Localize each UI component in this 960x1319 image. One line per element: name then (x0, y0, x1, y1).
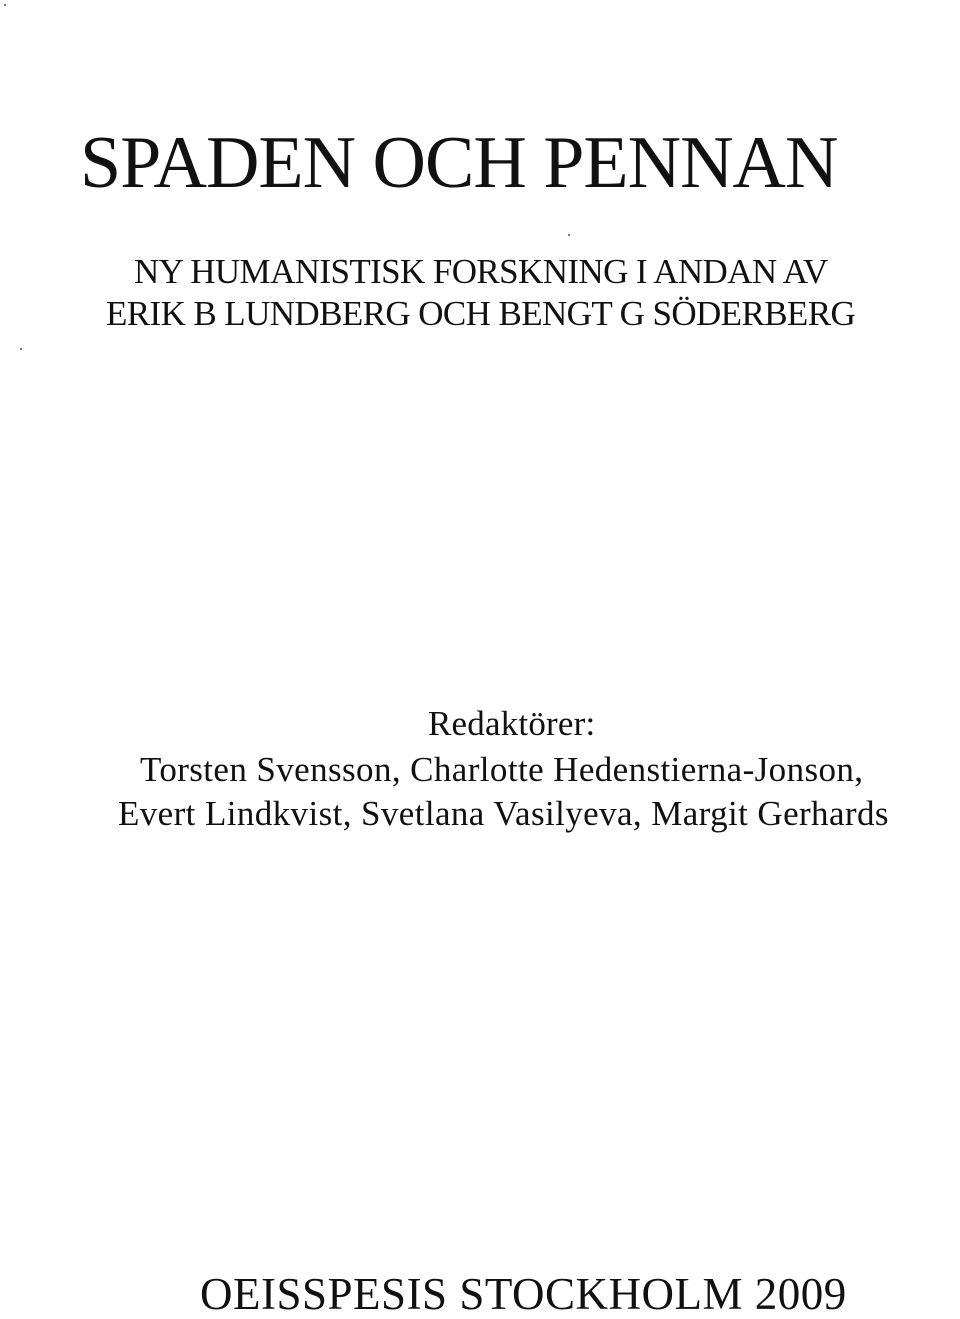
editors-line-2: Evert Lindkvist, Svetlana Vasilyeva, Margit Gerhards (118, 794, 889, 833)
subtitle-line-2: ERIK B LUNDBERG OCH BENGT G SÖDERBERG (106, 294, 856, 333)
subtitle-line-1: NY HUMANISTISK FORSKNING I ANDAN AV (134, 252, 828, 291)
editors-label: Redaktörer: (428, 704, 596, 743)
scan-speck (4, 4, 6, 6)
editors-line-1: Torsten Svensson, Charlotte Hedenstierna-Jonson, (140, 750, 864, 789)
book-title: SPADEN OCH PENNAN (80, 122, 838, 204)
publisher-imprint: OEISSPESIS STOCKHOLM 2009 (200, 1269, 847, 1319)
scan-speck (20, 348, 22, 350)
scan-speck (568, 234, 570, 236)
